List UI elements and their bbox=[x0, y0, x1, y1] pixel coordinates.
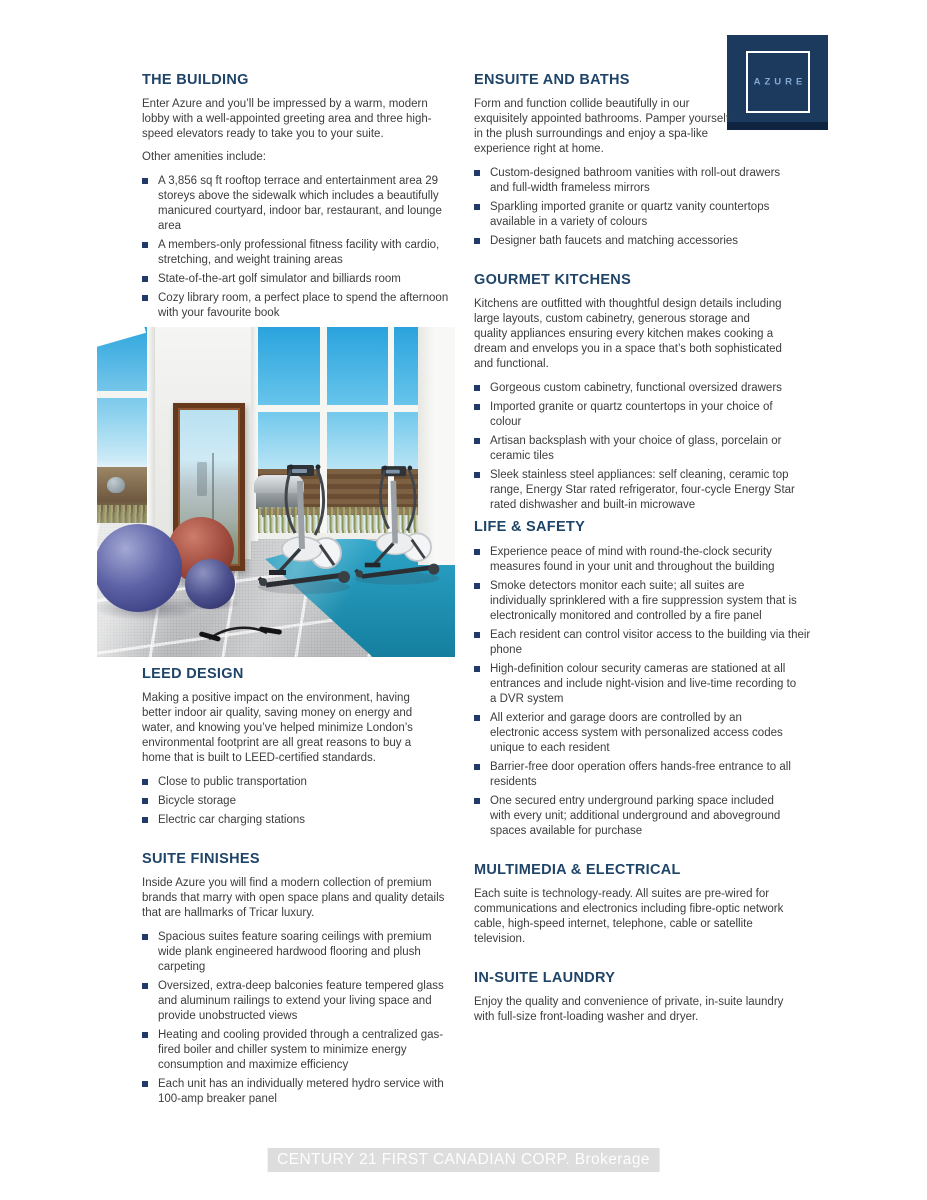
bullet-text: Cozy library room, a perfect place to spend the afternoon with your favourite book bbox=[158, 292, 449, 319]
bullet-square-icon bbox=[474, 583, 480, 589]
photo-equipment-layer bbox=[97, 327, 455, 657]
bullet-list bbox=[142, 174, 450, 321]
section-life-and-safety bbox=[474, 518, 820, 839]
bullet-square-icon bbox=[142, 934, 148, 940]
bullet-square-icon bbox=[474, 204, 480, 210]
list-item bbox=[142, 775, 450, 790]
section-gourmet-kitchens bbox=[474, 271, 820, 513]
elliptical-machine bbox=[355, 466, 440, 585]
bullet-text: A members-only professional fitness facility with cardio, stretching, and weight training areas bbox=[158, 239, 440, 266]
bullet-text: Custom-designed bathroom vanities with roll-out drawers and full-width frameless mirrors bbox=[490, 167, 781, 194]
section-paragraph: Enjoy the quality and convenience of private, in-suite laundry with full-size front-loading washer and dryer. bbox=[474, 996, 784, 1023]
section-paragraph: Inside Azure you will find a modern collection of premium brands that marry with open space plans and quality details that are hallmarks of Tricar luxury. bbox=[142, 877, 445, 919]
bullet-square-icon bbox=[474, 632, 480, 638]
section-the-building bbox=[142, 71, 450, 321]
section-heading: ENSUITE AND BATHS bbox=[474, 72, 630, 88]
section-leed-design bbox=[142, 665, 450, 828]
bullet-square-icon bbox=[474, 438, 480, 444]
jump-rope-handle bbox=[259, 626, 282, 635]
bullet-text: Gorgeous custom cabinetry, functional oversized drawers bbox=[490, 382, 782, 394]
section-heading: SUITE FINISHES bbox=[142, 851, 260, 867]
bullet-text: Barrier-free door operation offers hands-free entrance to all residents bbox=[490, 761, 791, 788]
bullet-square-icon bbox=[142, 1032, 148, 1038]
bullet-square-icon bbox=[474, 764, 480, 770]
bullet-list bbox=[474, 545, 820, 839]
bullet-square-icon bbox=[474, 404, 480, 410]
bullet-text: Sleek stainless steel appliances: self cleaning, ceramic top range, Energy Star rated refrigerator, four-cycle Energy Star rated dishwasher and built-in microwave bbox=[490, 469, 795, 511]
section-paragraph: Each suite is technology-ready. All suites are pre-wired for communications and electronics including fibre-optic network cable, high-speed internet, telephone, cable or satellite television. bbox=[474, 888, 784, 945]
list-item bbox=[474, 468, 820, 513]
bullet-square-icon bbox=[142, 817, 148, 823]
list-item bbox=[474, 381, 820, 396]
bullet-square-icon bbox=[142, 779, 148, 785]
bullet-list bbox=[142, 775, 450, 828]
section-heading: THE BUILDING bbox=[142, 72, 249, 88]
list-item bbox=[142, 174, 450, 234]
list-item bbox=[142, 1028, 450, 1073]
bullet-text: Designer bath faucets and matching accessories bbox=[490, 235, 739, 247]
list-item bbox=[474, 234, 820, 249]
bullet-list bbox=[142, 930, 450, 1107]
bullet-square-icon bbox=[142, 295, 148, 301]
bullet-text: Each unit has an individually metered hydro service with 100-amp breaker panel bbox=[158, 1078, 444, 1105]
fitness-room-photo bbox=[97, 327, 455, 657]
list-item bbox=[474, 200, 820, 230]
bullet-square-icon bbox=[474, 472, 480, 478]
list-item bbox=[474, 711, 820, 756]
bullet-square-icon bbox=[474, 798, 480, 804]
bullet-square-icon bbox=[474, 385, 480, 391]
bullet-text: Imported granite or quartz countertops in your choice of colour bbox=[490, 401, 773, 428]
section-multimedia-electrical bbox=[474, 861, 820, 947]
section-ensuite-and-baths bbox=[474, 71, 820, 249]
section-paragraph: Form and function collide beautifully in our exquisitely appointed bathrooms. Pamper yourself in the plush surroundings and enjoy a spa-like experience right at home. bbox=[474, 98, 730, 155]
bullet-square-icon bbox=[142, 983, 148, 989]
left-column-bottom bbox=[142, 665, 450, 1107]
list-item bbox=[474, 400, 820, 430]
bullet-square-icon bbox=[142, 1081, 148, 1087]
right-column-bottom bbox=[474, 518, 820, 1025]
list-item bbox=[474, 579, 820, 624]
bullet-list bbox=[474, 381, 820, 513]
list-item bbox=[474, 794, 820, 839]
list-item bbox=[474, 662, 820, 707]
bullet-square-icon bbox=[142, 242, 148, 248]
bullet-text: Spacious suites feature soaring ceilings with premium wide plank engineered hardwood flooring and plush carpeting bbox=[158, 931, 432, 973]
bullet-text: Electric car charging stations bbox=[158, 814, 306, 826]
list-item bbox=[142, 813, 450, 828]
bullet-text: A 3,856 sq ft rooftop terrace and entertainment area 29 storeys above the sidewalk which includes a beautifully manicured courtyard, indoor bar, restaurant, and lounge area bbox=[158, 175, 442, 232]
section-heading: GOURMET KITCHENS bbox=[474, 272, 632, 288]
bullet-square-icon bbox=[474, 715, 480, 721]
amenities-label: Other amenities include: bbox=[142, 151, 267, 163]
left-column-top bbox=[142, 71, 450, 321]
footer-text: CENTURY 21 FIRST CANADIAN CORP. Brokerage bbox=[277, 1151, 650, 1168]
list-item bbox=[474, 628, 820, 658]
bullet-text: Heating and cooling provided through a centralized gas-fired boiler and chiller system to minimize energy consumption and maximize efficiency bbox=[158, 1029, 444, 1071]
bullet-square-icon bbox=[474, 238, 480, 244]
list-item bbox=[142, 979, 450, 1024]
list-item bbox=[142, 238, 450, 268]
list-item bbox=[474, 434, 820, 464]
bullet-text: All exterior and garage doors are controlled by an electronic access system with personalized access codes unique to each resident bbox=[490, 712, 783, 754]
list-item bbox=[474, 166, 820, 196]
bullet-square-icon bbox=[474, 666, 480, 672]
section-suite-finishes bbox=[142, 850, 450, 1107]
section-in-suite-laundry bbox=[474, 969, 820, 1025]
list-item bbox=[142, 1077, 450, 1107]
section-heading: LEED DESIGN bbox=[142, 666, 244, 682]
section-heading: IN-SUITE LAUNDRY bbox=[474, 970, 616, 986]
bullet-text: Smoke detectors monitor each suite; all suites are individually sprinklered with a fire suppression system that is electronically monitored and controlled by a fire panel bbox=[490, 580, 797, 622]
section-paragraph: Making a positive impact on the environment, having better indoor air quality, saving money on energy and water, and knowing you’ve helped minimize London’s environmental footprint are all great reasons to buy a home that is built to LEED-certified standards. bbox=[142, 692, 413, 764]
section-heading: MULTIMEDIA & ELECTRICAL bbox=[474, 862, 681, 878]
bullet-text: High-definition colour security cameras are stationed at all entrances and include night-vision and live-time recording to a DVR system bbox=[490, 663, 797, 705]
list-item bbox=[142, 794, 450, 809]
bullet-text: Artisan backsplash with your choice of glass, porcelain or ceramic tiles bbox=[490, 435, 782, 462]
right-column-top bbox=[474, 71, 820, 513]
elliptical-machine bbox=[258, 465, 350, 595]
section-paragraph: Enter Azure and you’ll be impressed by a warm, modern lobby with a well-appointed greeting area and three high-speed elevators ready to take you to your suite. bbox=[142, 98, 432, 140]
list-item bbox=[474, 545, 820, 575]
section-paragraph: Kitchens are outfitted with thoughtful design details including large layouts, custom cabinetry, generous storage and quality appliances ensuring every kitchen makes cooking a dream and envelops you in a space that’s both sophisticated and functional. bbox=[474, 298, 782, 370]
bullet-text: Close to public transportation bbox=[158, 776, 307, 788]
bullet-square-icon bbox=[474, 549, 480, 555]
bullet-text: Bicycle storage bbox=[158, 795, 236, 807]
list-item bbox=[142, 930, 450, 975]
bullet-square-icon bbox=[142, 798, 148, 804]
bullet-text: Oversized, extra-deep balconies feature tempered glass and aluminum railings to extend your living space and provide unobstructed views bbox=[158, 980, 444, 1022]
list-item bbox=[142, 291, 450, 321]
bullet-square-icon bbox=[142, 178, 148, 184]
list-item bbox=[474, 760, 820, 790]
list-item bbox=[142, 272, 450, 287]
bullet-list bbox=[474, 166, 820, 249]
section-heading: LIFE & SAFETY bbox=[474, 519, 586, 535]
bullet-square-icon bbox=[142, 276, 148, 282]
azure-logo-text: AZURE bbox=[749, 74, 808, 91]
bullet-text: State-of-the-art golf simulator and billiards room bbox=[158, 273, 401, 285]
footer-watermark bbox=[267, 1148, 660, 1172]
bullet-text: One secured entry underground parking space included with every unit; additional underground and aboveground spaces available for purchase bbox=[490, 795, 781, 837]
bullet-text: Experience peace of mind with round-the-clock security measures found in your unit and throughout the building bbox=[490, 546, 775, 573]
bullet-text: Each resident can control visitor access to the building via their phone bbox=[490, 629, 811, 656]
bullet-square-icon bbox=[474, 170, 480, 176]
bullet-text: Sparkling imported granite or quartz vanity countertops available in a variety of colours bbox=[490, 201, 770, 228]
